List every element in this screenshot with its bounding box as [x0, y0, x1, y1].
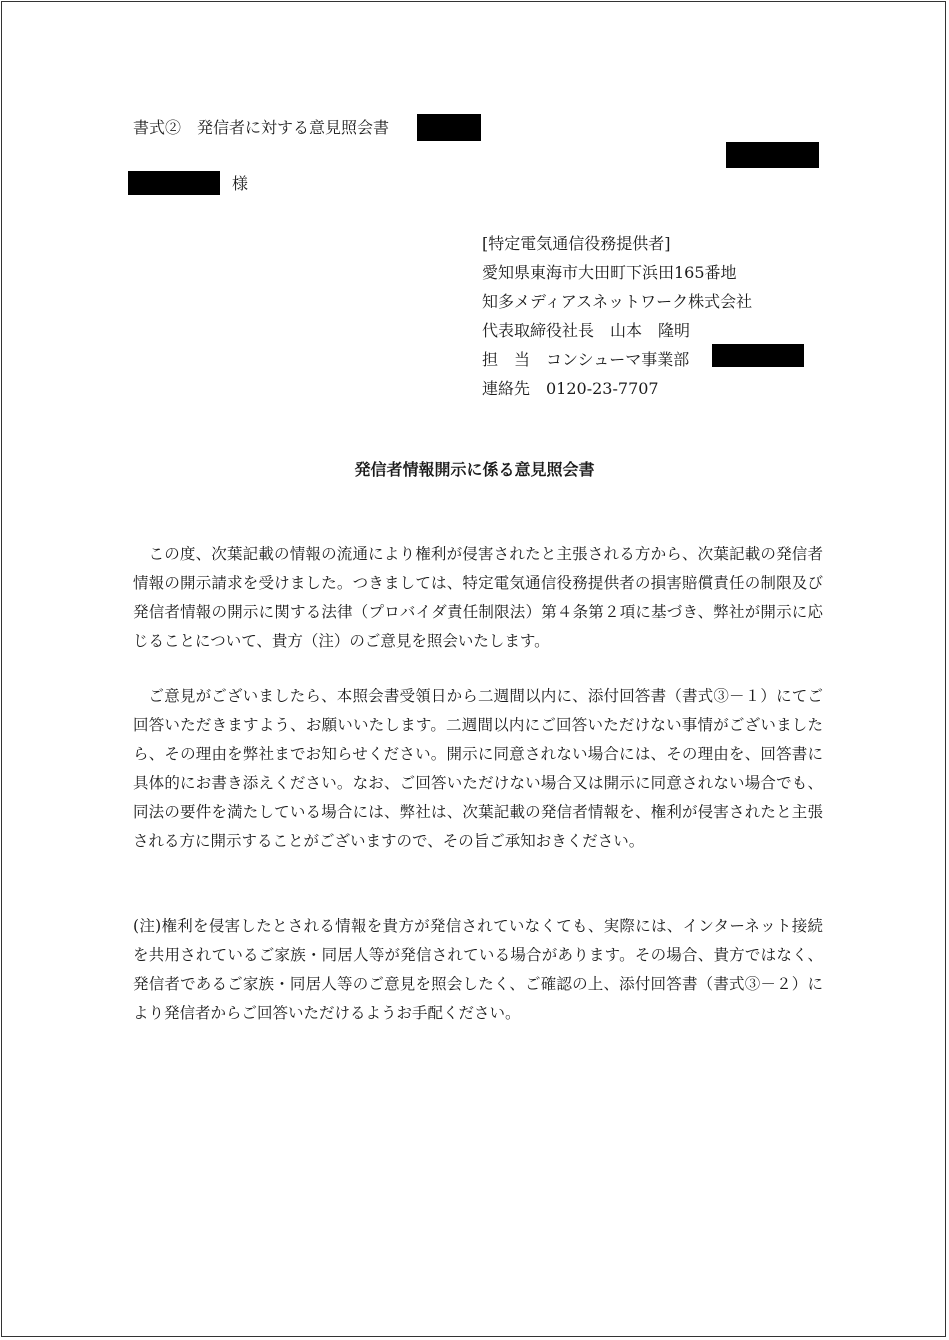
sender-representative: 代表取締役社長 山本 隆明 [482, 321, 691, 340]
sender-category: [特定電気通信役務提供者] [482, 234, 671, 253]
document-page [1, 1, 946, 1337]
sender-department: 担 当 コンシューマ事業部 [482, 350, 690, 369]
redaction-bar [726, 142, 819, 168]
sender-company: 知多メディアスネットワーク株式会社 [482, 292, 753, 311]
form-label: 書式② 発信者に対する意見照会書 [133, 118, 390, 137]
sender-block [482, 229, 752, 403]
body-paragraph: ご意見がございましたら、本照会書受領日から二週間以内に、添付回答書（書式③－１）にてご回答いただきますよう、お願いいたします。二週間以内にご回答いただけない事情がございましたら、その理由を弊社までお知らせください。開示に同意されない場合には、その理由を、回答書に具体的にお書き添えください。なお、ご回答いただけない場合又は開示に同意されない場合でも、同法の要件を満たしている場合には、弊社は、次葉記載の発信者情報を、権利が侵害されたと主張される方に開示することがございますので、その旨ご承知おきください。 [133, 687, 823, 850]
addressee-honorific: 様 [232, 174, 249, 193]
sender-contact: 連絡先 0120-23-7707 [482, 379, 659, 398]
sender-address: 愛知県東海市大田町下浜田165番地 [482, 263, 737, 282]
redaction-bar [417, 114, 481, 141]
redaction-bar [128, 171, 220, 195]
document-title: 発信者情報開示に係る意見照会書 [354, 460, 595, 479]
note-paragraph: (注)権利を侵害したとされる情報を貴方が発信されていなくても、実際には、インターネット接続を共用されているご家族・同居人等が発信されている場合があります。その場合、貴方ではなく、発信者であるご家族・同居人等のご意見を照会したく、ご確認の上、添付回答書（書式③－２）により発信者からご回答いただけるようお手配ください。 [133, 917, 823, 1022]
body-paragraph: この度、次葉記載の情報の流通により権利が侵害されたと主張される方から、次葉記載の発信者情報の開示請求を受けました。つきましては、特定電気通信役務提供者の損害賠償責任の制限及び発信者情報の開示に関する法律（プロバイダ責任制限法）第４条第２項に基づき、弊社が開示に応じることについて、貴方（注）のご意見を照会いたします。 [133, 545, 823, 650]
